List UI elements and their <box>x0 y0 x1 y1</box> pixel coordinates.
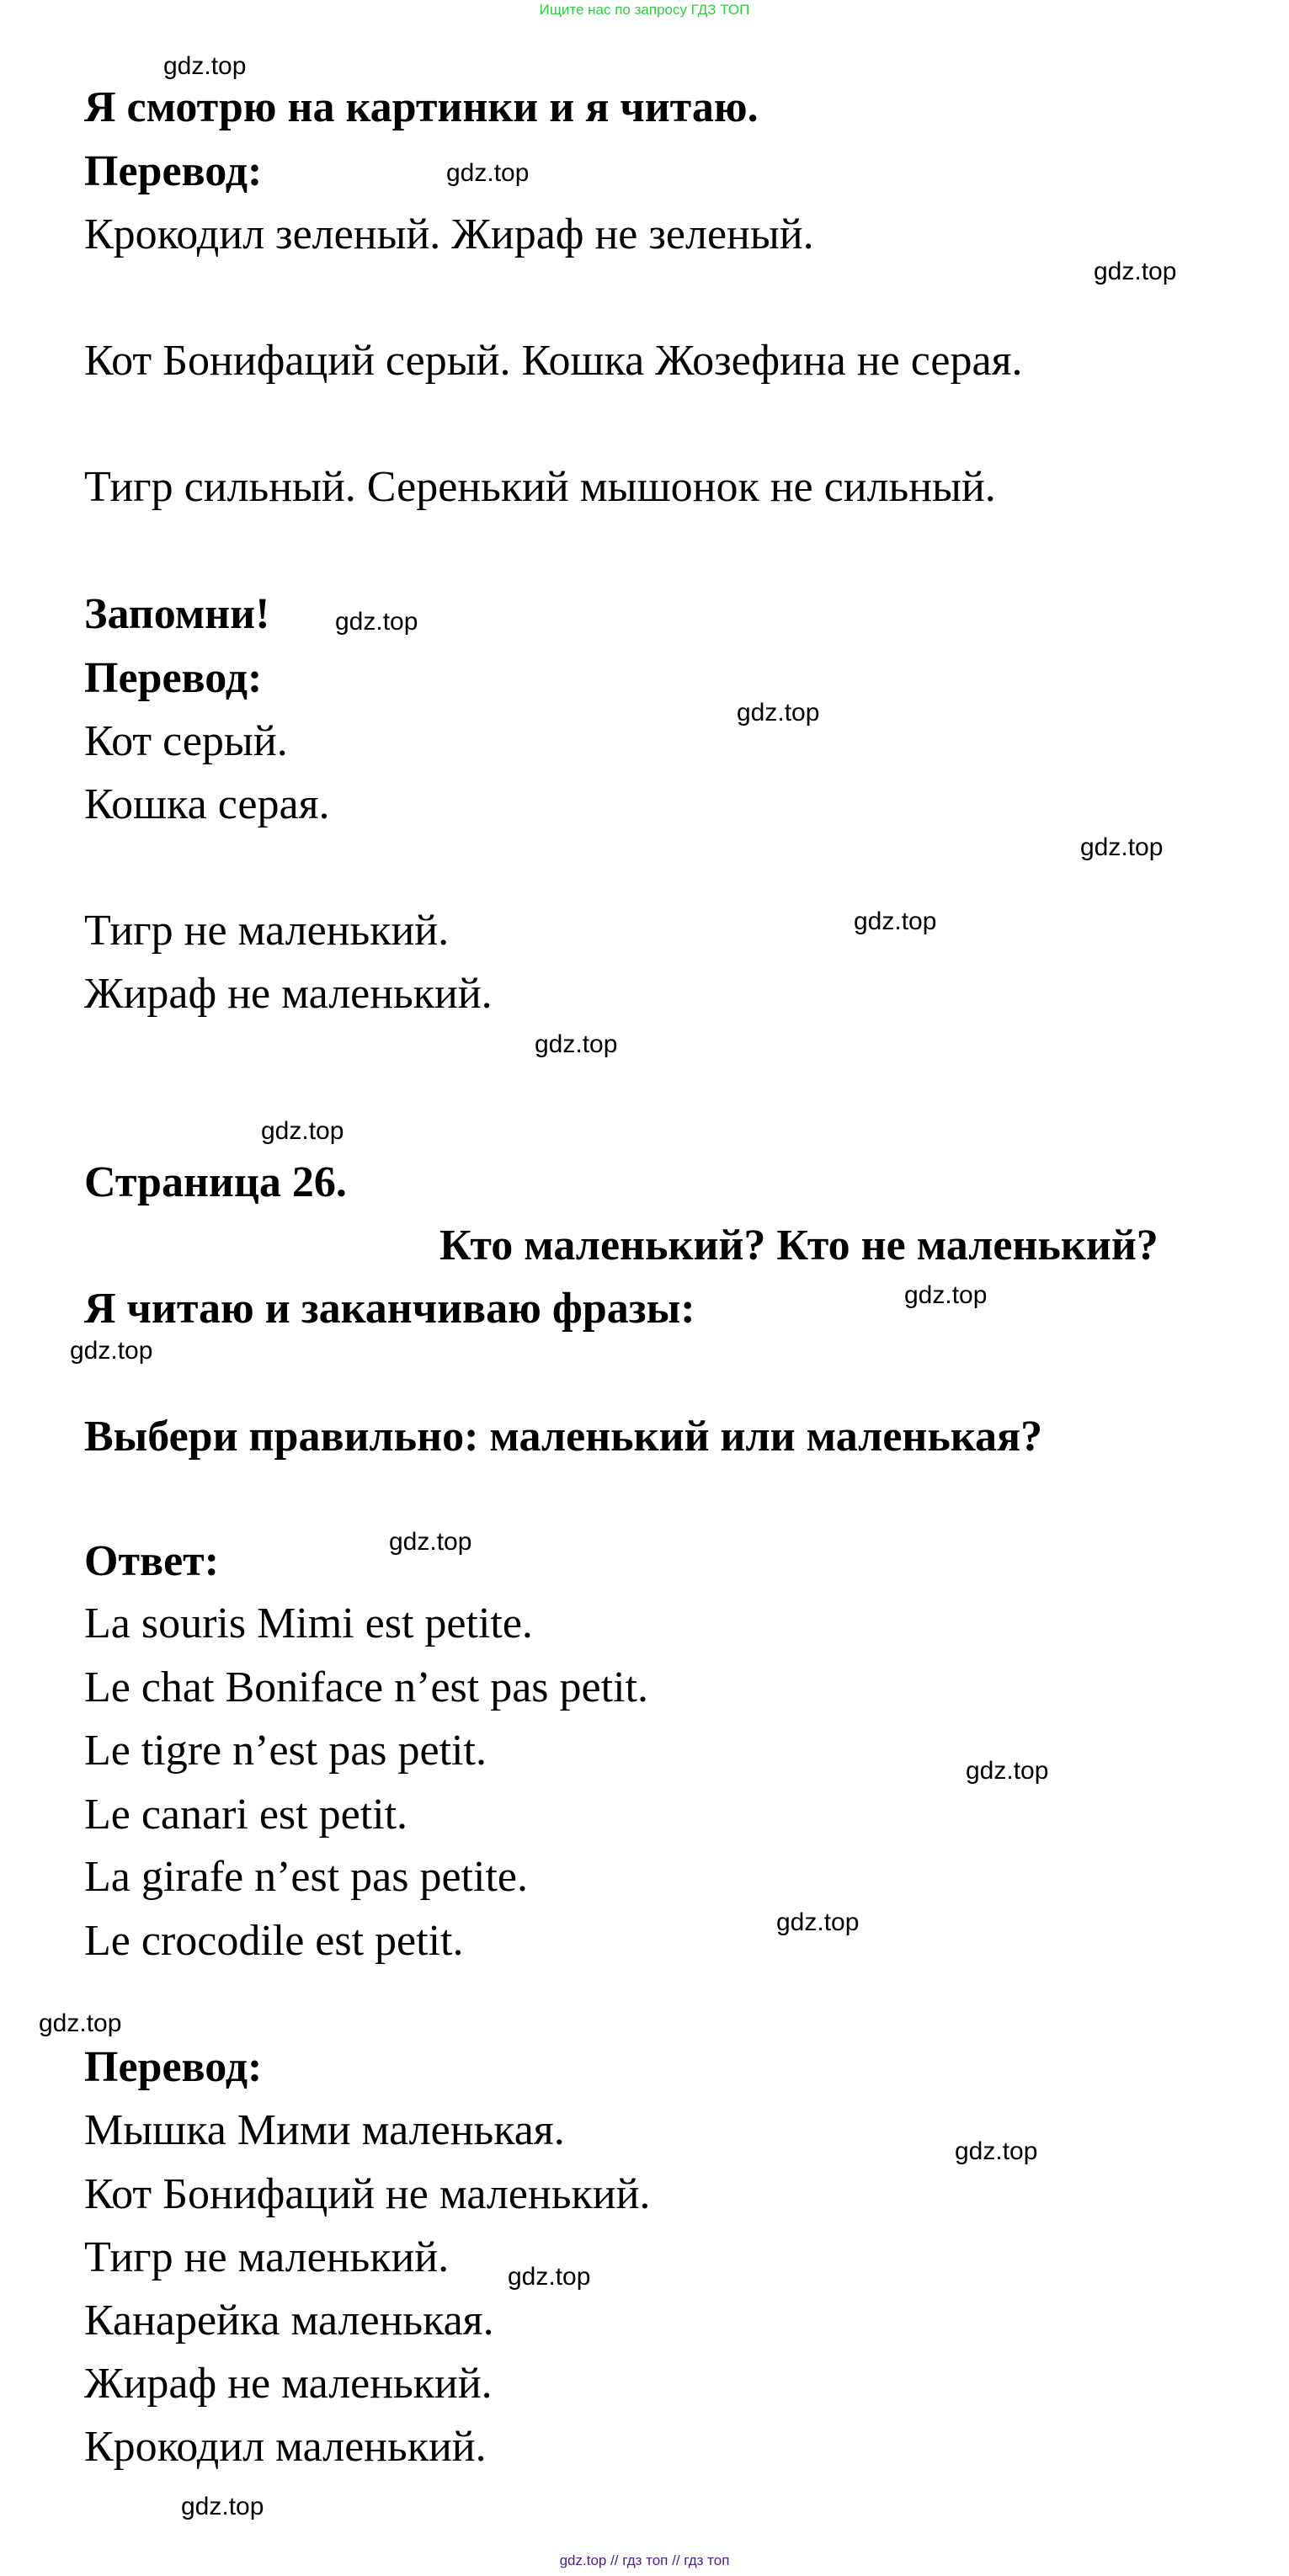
translation-line-2: Кот Бонифаций не маленький. <box>84 2170 651 2218</box>
section2-line-4: Жираф не маленький. <box>84 970 493 1018</box>
answer-line-3: Le tigre n’est pas petit. <box>84 1727 487 1775</box>
section1-line-3: Тигр сильный. Серенький мышонок не сильный. <box>84 463 996 511</box>
section3-subtitle: Кто маленький? Кто не маленький? <box>439 1221 1159 1269</box>
section1-heading: Я смотрю на картинки и я читаю. <box>84 83 759 131</box>
watermark: gdz.top <box>1094 258 1177 285</box>
section1-line-1: Крокодил зеленый. Жираф не зеленый. <box>84 210 814 258</box>
answer-line-6: Le crocodile est petit. <box>84 1917 464 1965</box>
section1-translation-label: Перевод: <box>84 147 263 195</box>
watermark: gdz.top <box>1080 833 1164 861</box>
answer-line-2: Le chat Boniface n’est pas petit. <box>84 1663 648 1711</box>
answer-line-5: La girafe n’est pas petite. <box>84 1853 528 1901</box>
watermark: gdz.top <box>70 1337 153 1365</box>
top-banner[interactable]: Ищите нас по запросу ГДЗ ТОП <box>539 2 750 18</box>
watermark: gdz.top <box>966 1757 1049 1785</box>
section3-choose: Выбери правильно: маленький или маленькая? <box>84 1413 1043 1461</box>
page-number-heading: Страница 26. <box>84 1158 347 1206</box>
watermark: gdz.top <box>446 159 530 187</box>
watermark: gdz.top <box>854 907 937 935</box>
watermark: gdz.top <box>776 1908 860 1936</box>
answer-line-4: Le canari est petit. <box>84 1791 408 1839</box>
watermark: gdz.top <box>535 1030 618 1058</box>
watermark: gdz.top <box>335 608 418 636</box>
answer-line-1: La souris Mimi est petite. <box>84 1599 533 1647</box>
section2-line-1: Кот серый. <box>84 717 288 765</box>
section1-line-2: Кот Бонифаций серый. Кошка Жозефина не серая. <box>84 337 1023 385</box>
translation-line-6: Крокодил маленький. <box>84 2423 487 2471</box>
watermark: gdz.top <box>389 1528 472 1556</box>
watermark: gdz.top <box>181 2493 264 2520</box>
translation-line-4: Канарейка маленькая. <box>84 2297 494 2344</box>
watermark: gdz.top <box>261 1117 344 1145</box>
watermark: gdz.top <box>39 2009 122 2037</box>
bottom-banner[interactable]: gdz.top // гдз топ // гдз топ <box>559 2552 730 2568</box>
watermark: gdz.top <box>955 2137 1038 2165</box>
translation-line-5: Жираф не маленький. <box>84 2360 493 2408</box>
translation-line-3: Тигр не маленький. <box>84 2233 450 2281</box>
section3-translation-label: Перевод: <box>84 2043 263 2091</box>
translation-line-1: Мышка Мими маленькая. <box>84 2106 565 2154</box>
answer-label: Ответ: <box>84 1537 220 1585</box>
watermark: gdz.top <box>904 1281 988 1309</box>
watermark: gdz.top <box>737 699 820 726</box>
section2-line-2: Кошка серая. <box>84 780 330 828</box>
watermark: gdz.top <box>508 2263 591 2291</box>
section2-translation-label: Перевод: <box>84 654 263 702</box>
section2-line-3: Тигр не маленький. <box>84 907 450 955</box>
section3-task: Я читаю и заканчиваю фразы: <box>84 1285 695 1333</box>
section2-heading: Запомни! <box>84 590 270 638</box>
watermark: gdz.top <box>163 52 247 80</box>
